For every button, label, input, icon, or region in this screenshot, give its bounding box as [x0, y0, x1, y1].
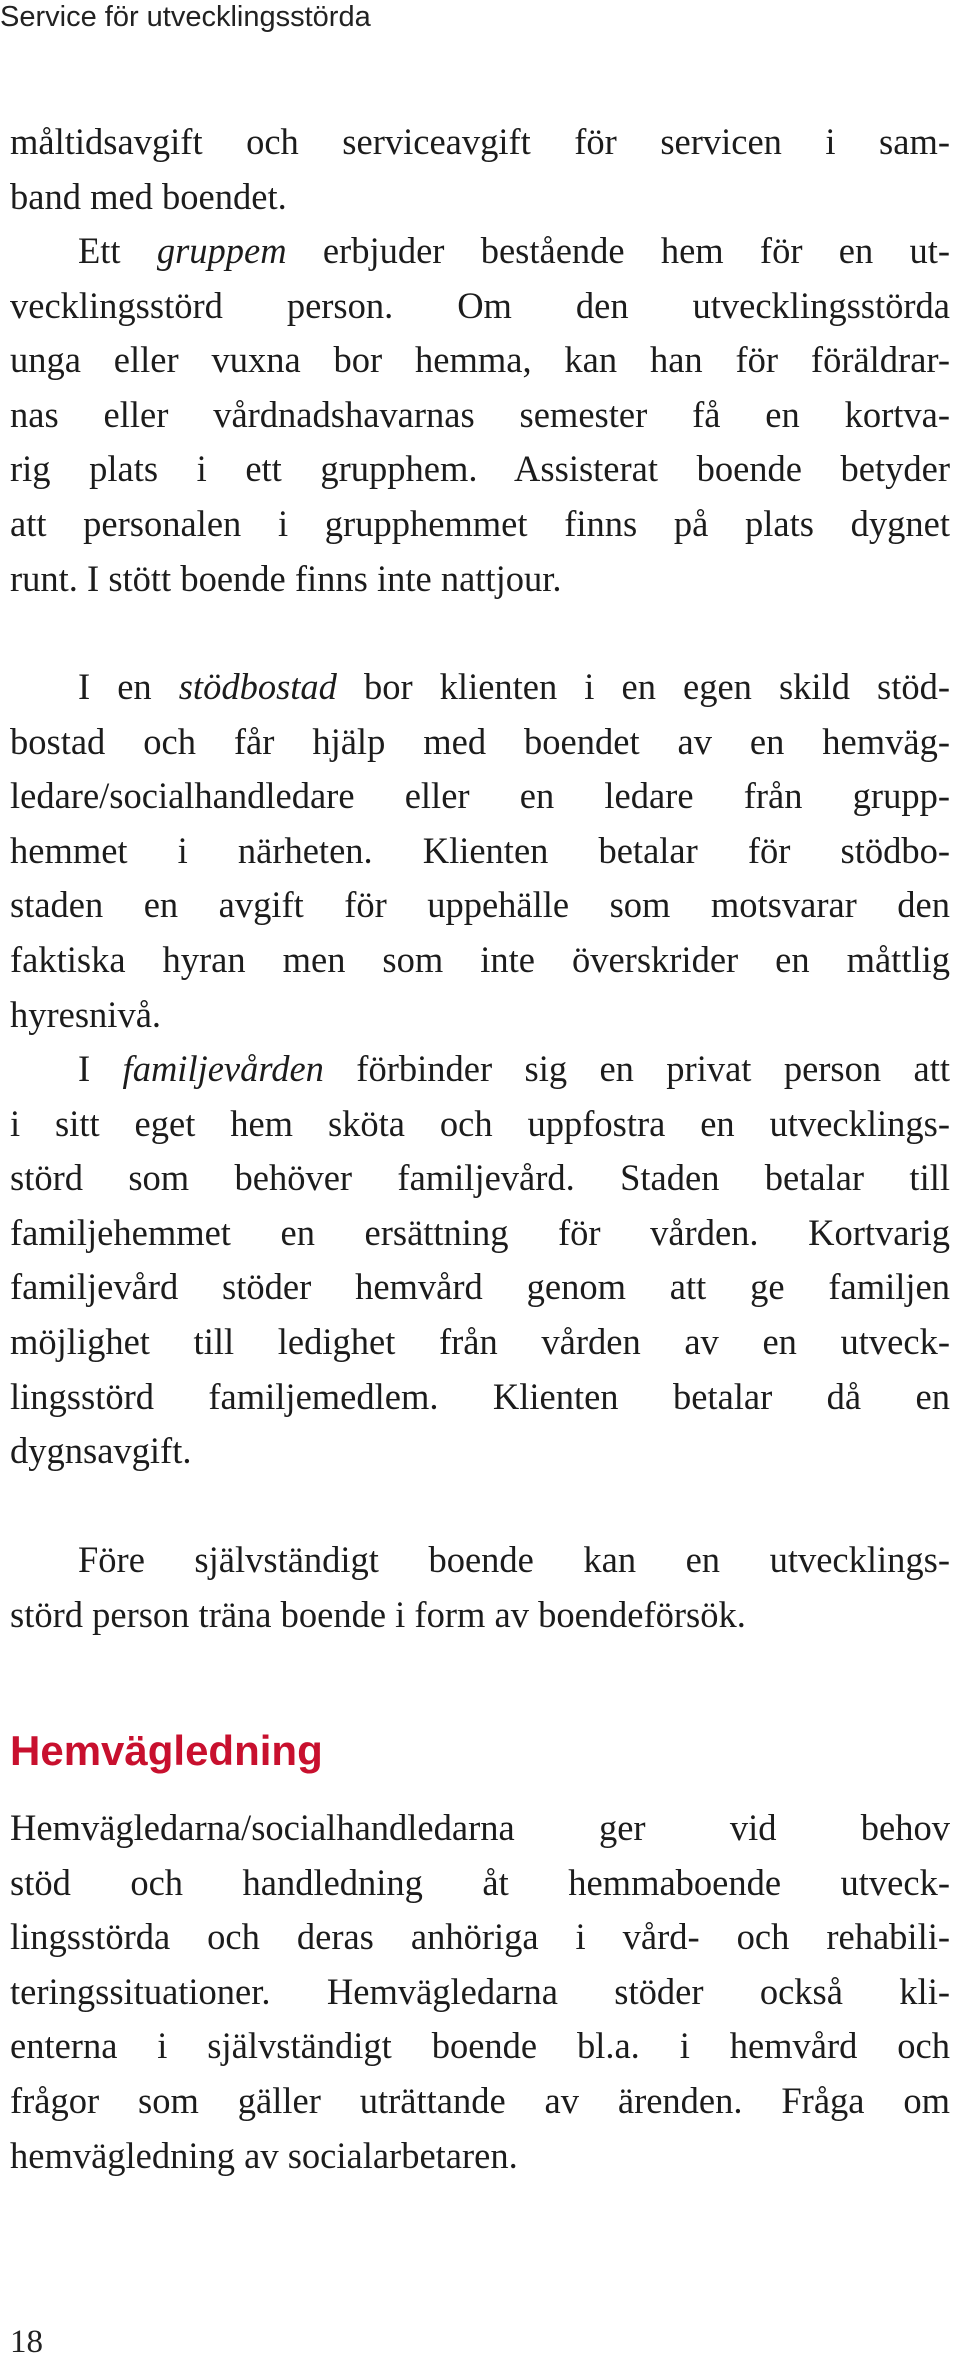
text-line: dygnsavgift. — [10, 1430, 192, 1472]
text-line: rig plats i ett grupphem. Assisterat boende betyder — [10, 448, 950, 490]
text-line: ledare/socialhandledare eller en ledare från grupp- — [10, 775, 950, 817]
text-line: frågor som gäller uträttande av ärenden. Fråga om — [10, 2079, 950, 2121]
text-line: bostad och får hjälp med boendet av en hemväg- — [10, 720, 950, 762]
text-line: hyresnivå. — [10, 993, 162, 1035]
text-line: Ett gruppem erbjuder bestående hem för en ut- — [78, 230, 950, 271]
text-line: familjehemmet en ersättning för vården. Kortvarig — [10, 1211, 950, 1253]
running-header: Service för utvecklingsstörda — [0, 1, 371, 33]
text-line: att personalen i grupphemmet finns på plats dygnet — [10, 502, 950, 544]
text-line: I en stödbostad bor klienten i en egen skild stöd- — [78, 666, 950, 707]
text-line: hemmet i närheten. Klienten betalar för stödbo- — [10, 829, 950, 871]
text-line: Hemvägledarna/socialhandledarna ger vid behov — [10, 1807, 950, 1848]
text-line: i sitt eget hem sköta och uppfostra en utvecklings- — [10, 1102, 950, 1144]
text-line: enterna i självständigt boende bl.a. i hemvård och — [10, 2025, 950, 2067]
text-line: Före självständigt boende kan en utvecklings- — [78, 1539, 950, 1580]
text-line: hemvägledning av socialarbetaren. — [10, 2134, 518, 2176]
text-line: lingsstörd familjemedlem. Klienten betalar då en — [10, 1375, 950, 1417]
paragraph-meal-fee — [10, 115, 950, 224]
paragraph-support-housing — [10, 660, 950, 1042]
text-line: runt. I stött boende finns inte nattjour. — [10, 557, 562, 599]
text-line: familjevård stöder hemvård genom att ge familjen — [10, 1266, 950, 1308]
text-line: band med boendet. — [10, 175, 287, 217]
text-line: faktiska hyran men som inte överskrider en måttlig — [10, 938, 950, 980]
emphasis-term: gruppem — [156, 230, 287, 271]
text-line: lingsstörda och deras anhöriga i vård- och rehabili- — [10, 1916, 950, 1958]
paragraph-home-guidance — [10, 1801, 950, 2183]
text-line: stöd och handledning åt hemmaboende utveck- — [10, 1861, 950, 1903]
emphasis-term: familjevården — [122, 1048, 324, 1089]
page-number: 18 — [10, 2324, 43, 2360]
section-heading: Hemvägledning — [10, 1727, 323, 1774]
text-line: möjlighet till ledighet från vården av en utveck- — [10, 1320, 950, 1362]
emphasis-term: stödbostad — [178, 666, 337, 707]
text-line: störd person träna boende i form av boendeförsök. — [10, 1593, 746, 1635]
text-line: vecklingsstörd person. Om den utvecklingsstörda — [10, 284, 950, 326]
paragraph-independent-living — [10, 1533, 950, 1642]
text-line: måltidsavgift och serviceavgift för servicen i sam- — [10, 121, 950, 162]
text-line: teringssituationer. Hemvägledarna stöder också kli- — [10, 1970, 950, 2012]
paragraph-family-care — [10, 1042, 950, 1479]
text-line: I familjevården förbinder sig en privat person att — [78, 1048, 951, 1089]
text-line: störd som behöver familjevård. Staden betalar till — [10, 1157, 950, 1199]
paragraph-group-home — [10, 224, 950, 606]
text-line: staden en avgift för uppehälle som motsvarar den — [10, 884, 950, 926]
text-line: unga eller vuxna bor hemma, kan han för föräldrar- — [10, 339, 950, 381]
text-line: nas eller vårdnadshavarnas semester få en kortva- — [10, 393, 950, 435]
